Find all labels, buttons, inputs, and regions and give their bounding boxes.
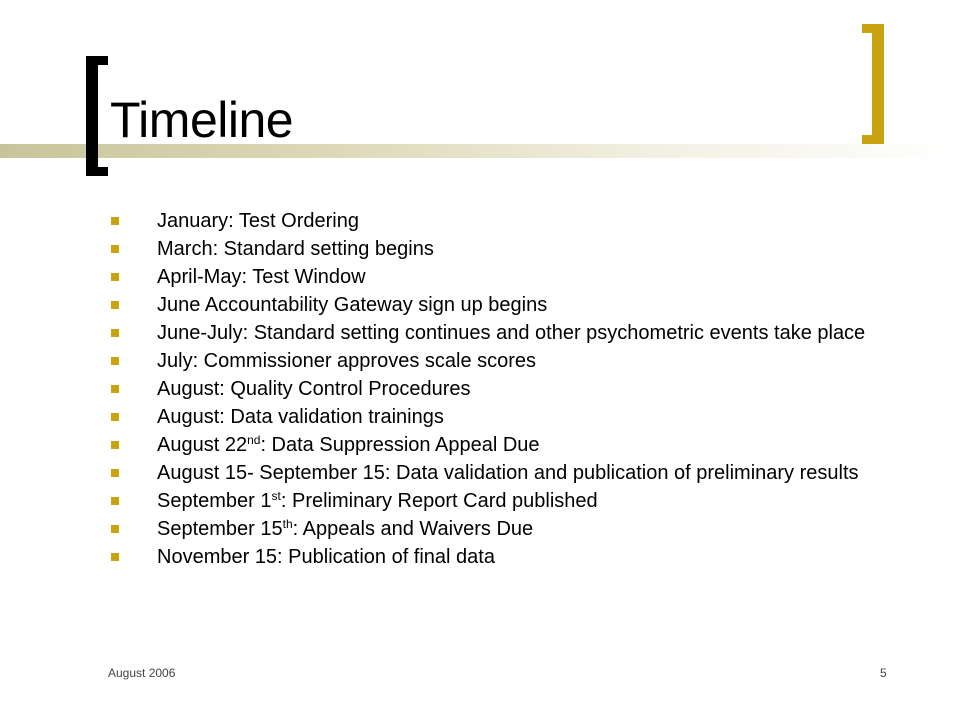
bullet-item: September 15th: Appeals and Waivers Due (108, 520, 908, 539)
bullet-square-icon (111, 553, 119, 561)
bullet-square-icon (111, 329, 119, 337)
bullet-square-icon (111, 245, 119, 253)
bullet-item: July: Commissioner approves scale scores (108, 352, 908, 371)
bullet-item: March: Standard setting begins (108, 240, 908, 259)
left-bracket-bar (86, 56, 98, 176)
bullet-item: June Accountability Gateway sign up begins (108, 296, 908, 315)
left-bracket-bottom (86, 167, 108, 176)
slide-title: Timeline (110, 92, 294, 148)
bullet-item: August 22nd: Data Suppression Appeal Due (108, 436, 908, 455)
right-bracket-bottom (862, 135, 884, 144)
bullet-square-icon (111, 273, 119, 281)
bullet-square-icon (111, 469, 119, 477)
bullet-square-icon (111, 357, 119, 365)
bullet-item: August: Data validation trainings (108, 408, 908, 427)
bullet-item: September 1st: Preliminary Report Card published (108, 492, 908, 511)
bullet-item: August 15- September 15: Data validation and publication of preliminary results (108, 464, 908, 483)
bullet-square-icon (111, 385, 119, 393)
bullet-square-icon (111, 525, 119, 533)
page-number: 5 (880, 666, 887, 680)
left-bracket-top (86, 56, 108, 65)
bullet-square-icon (111, 301, 119, 309)
bullet-item: June-July: Standard setting continues and other psychometric events take place (108, 324, 908, 343)
bullet-square-icon (111, 413, 119, 421)
right-bracket-top (862, 24, 884, 33)
bullet-square-icon (111, 217, 119, 225)
right-bracket-bar (872, 24, 884, 144)
bullet-item: January: Test Ordering (108, 212, 908, 231)
bullet-item: April-May: Test Window (108, 268, 908, 287)
bullet-item: August: Quality Control Procedures (108, 380, 908, 399)
bullet-square-icon (111, 497, 119, 505)
bullet-item: November 15: Publication of final data (108, 548, 908, 567)
footer-date: August 2006 (108, 666, 176, 680)
bullet-list (108, 212, 908, 576)
bullet-square-icon (111, 441, 119, 449)
